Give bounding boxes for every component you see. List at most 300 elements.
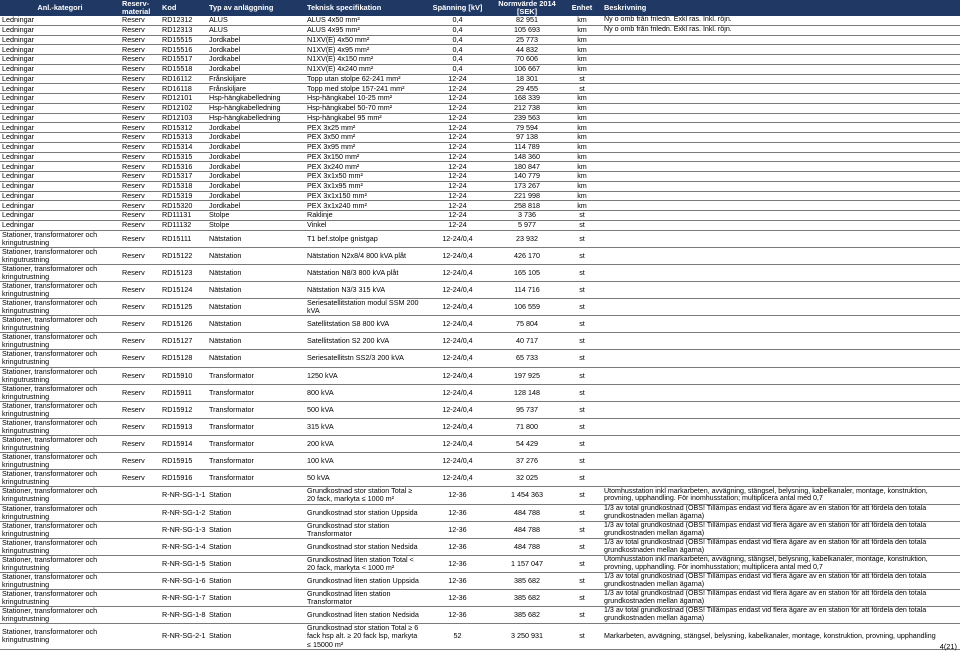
cell-code: RD15915 [160,453,207,470]
cell-voltage: 12-24 [423,133,492,143]
table-row [0,538,960,555]
cell-reserve: Reserv [120,123,160,133]
cell-spec: N1XV(E) 4x150 mm² [305,55,423,65]
cell-description [602,401,960,418]
cell-category: Stationer, transformatorer och kringutrustning [0,247,120,264]
cell-reserve: Reserv [120,418,160,435]
cell-type: Nätstation [207,333,305,350]
cell-code: RD15313 [160,133,207,143]
cell-reserve: Reserv [120,25,160,35]
table-row [0,264,960,281]
table-row [0,590,960,607]
cell-reserve: Reserv [120,35,160,45]
cell-description [602,45,960,55]
table-row [0,181,960,191]
cell-category: Stationer, transformatorer och kringutrustning [0,299,120,316]
cell-code: RD15111 [160,230,207,247]
cell-code: R-NR-SG-1-6 [160,573,207,590]
cell-unit: km [562,55,602,65]
cell-reserve [120,607,160,624]
table-row [0,103,960,113]
cell-value: 1 454 363 [492,487,562,504]
cell-category: Ledningar [0,172,120,182]
table-row [0,470,960,487]
cell-unit: km [562,133,602,143]
cell-description: Utomhusstation inkl markarbeten, avvägning, stängsel, belysning, kabelkanaler, montage, konstruktion, provning, upphandling. För inomhusstation; multiplicera antal med 0,7 [602,487,960,504]
cell-value: 484 788 [492,504,562,521]
cell-description [602,211,960,221]
cell-voltage: 12-24 [423,201,492,211]
cell-reserve: Reserv [120,470,160,487]
cell-description [602,123,960,133]
cell-category: Stationer, transformatorer och kringutrustning [0,487,120,504]
cell-value: 114 789 [492,142,562,152]
cell-reserve: Reserv [120,264,160,281]
cell-value: 212 738 [492,103,562,113]
cell-value: 65 733 [492,350,562,367]
table-row [0,113,960,123]
cell-unit: km [562,45,602,55]
cell-voltage: 12-24 [423,142,492,152]
cell-description [602,418,960,435]
cell-voltage: 12-24/0,4 [423,470,492,487]
cell-voltage: 12-24 [423,152,492,162]
cell-reserve [120,487,160,504]
table-row [0,281,960,298]
cell-spec: PEX 3x240 mm² [305,162,423,172]
cell-value: 140 779 [492,172,562,182]
cell-code: RD15315 [160,152,207,162]
header-typ-av-anlaggning: Typ av anläggning [207,0,305,16]
cell-voltage: 12-36 [423,555,492,572]
header-spanning: Spänning [kV] [423,0,492,16]
cell-code: R-NR-SG-1-8 [160,607,207,624]
cell-category: Ledningar [0,191,120,201]
cell-description: 1/3 av total grundkostnad (OBS! Tillämpas endast vid flera ägare av en station för att fördela den totala grundkostnaden mellan ägarna) [602,504,960,521]
cell-type: Transformator [207,436,305,453]
table-row [0,521,960,538]
cell-value: 426 170 [492,247,562,264]
table-row [0,299,960,316]
table-row [0,152,960,162]
cell-category: Ledningar [0,55,120,65]
cell-code: RD12102 [160,103,207,113]
cell-unit: st [562,607,602,624]
cell-description [602,94,960,104]
table-row [0,401,960,418]
cell-unit: st [562,418,602,435]
cell-spec: Nätstation N3/3 315 kVA [305,281,423,298]
header-beskrivning: Beskrivning [602,0,960,16]
cell-description: 1/3 av total grundkostnad (OBS! Tillämpas endast vid flera ägare av en station för att fördela den totala grundkostnaden mellan ägarna) [602,521,960,538]
cell-value: 70 606 [492,55,562,65]
cell-value: 128 148 [492,384,562,401]
table-row [0,142,960,152]
cell-type: ALUS [207,25,305,35]
cell-code: RD12103 [160,113,207,123]
cell-reserve: Reserv [120,436,160,453]
cell-type: Station [207,555,305,572]
cell-category: Stationer, transformatorer och kringutrustning [0,384,120,401]
cell-unit: km [562,64,602,74]
cell-type: Jordkabel [207,64,305,74]
cell-value: 40 717 [492,333,562,350]
cell-spec: Grundkostnad liten station Transformator [305,590,423,607]
cell-unit: st [562,247,602,264]
header-enhet: Enhet [562,0,602,16]
cell-description: 1/3 av total grundkostnad (OBS! Tillämpas endast vid flera ägare av en station för att fördela den totala grundkostnaden mellan ägarna) [602,538,960,555]
cell-code: RD15910 [160,367,207,384]
cell-type: Hsp-hängkabelledning [207,113,305,123]
cell-type: Station [207,504,305,521]
cell-spec: Topp med stolpe 157-241 mm² [305,84,423,94]
cell-unit: st [562,573,602,590]
cell-reserve: Reserv [120,133,160,143]
cell-value: 32 025 [492,470,562,487]
cell-unit: km [562,113,602,123]
cell-code: RD15316 [160,162,207,172]
cell-unit: st [562,333,602,350]
table-body [0,16,960,649]
cell-reserve: Reserv [120,220,160,230]
cell-code: RD15122 [160,247,207,264]
cell-description [602,350,960,367]
cell-reserve: Reserv [120,367,160,384]
cell-spec: 50 kVA [305,470,423,487]
cell-code: RD15125 [160,299,207,316]
cell-description [602,152,960,162]
cell-reserve [120,624,160,649]
table-row [0,436,960,453]
cell-reserve: Reserv [120,247,160,264]
cell-reserve: Reserv [120,211,160,221]
cell-category: Ledningar [0,94,120,104]
cell-value: 106 667 [492,64,562,74]
cell-category: Ledningar [0,211,120,221]
cell-unit: st [562,487,602,504]
cell-type: Jordkabel [207,123,305,133]
table-row [0,201,960,211]
cell-type: Hsp-hängkabelledning [207,94,305,104]
cell-code: R-NR-SG-2-1 [160,624,207,649]
cell-unit: km [562,181,602,191]
cell-unit: st [562,264,602,281]
cell-value: 484 788 [492,521,562,538]
table-row [0,25,960,35]
cell-type: Nätstation [207,230,305,247]
cell-category: Ledningar [0,123,120,133]
cell-reserve: Reserv [120,230,160,247]
cell-reserve [120,504,160,521]
cell-type: Frånskiljare [207,74,305,84]
cell-reserve: Reserv [120,152,160,162]
cell-description [602,74,960,84]
table-row [0,74,960,84]
table-row [0,162,960,172]
cell-voltage: 12-36 [423,521,492,538]
cell-voltage: 12-24 [423,103,492,113]
cell-description [602,316,960,333]
cell-type: Station [207,607,305,624]
cell-spec: Hsp-hängkabel 95 mm² [305,113,423,123]
cell-voltage: 12-24/0,4 [423,418,492,435]
cell-category: Ledningar [0,201,120,211]
cell-voltage: 12-24/0,4 [423,384,492,401]
cell-description [602,220,960,230]
cell-voltage: 12-24/0,4 [423,299,492,316]
cell-code: RD11132 [160,220,207,230]
cell-code: RD15516 [160,45,207,55]
cell-code: R-NR-SG-1-4 [160,538,207,555]
cell-description [602,453,960,470]
cell-category: Stationer, transformatorer och kringutrustning [0,555,120,572]
table-row [0,211,960,221]
cell-code: RD15128 [160,350,207,367]
cell-category: Ledningar [0,181,120,191]
cell-value: 5 977 [492,220,562,230]
cell-type: Jordkabel [207,142,305,152]
cell-reserve [120,573,160,590]
cell-voltage: 12-24 [423,162,492,172]
cell-unit: st [562,624,602,649]
table-row [0,333,960,350]
cell-type: ALUS [207,16,305,25]
cell-code: RD15123 [160,264,207,281]
cell-description: 1/3 av total grundkostnad (OBS! Tillämpas endast vid flera ägare av en station för att fördela den totala grundkostnaden mellan ägarna) [602,590,960,607]
cell-unit: km [562,123,602,133]
cell-description [602,264,960,281]
cell-unit: st [562,470,602,487]
cell-spec: ALUS 4x95 mm² [305,25,423,35]
cell-type: Jordkabel [207,55,305,65]
cell-type: Jordkabel [207,181,305,191]
cell-type: Stolpe [207,211,305,221]
cell-voltage: 12-24 [423,211,492,221]
cell-code: RD15319 [160,191,207,201]
cell-type: Transformator [207,384,305,401]
table-row [0,607,960,624]
cell-type: Nätstation [207,316,305,333]
cell-value: 75 804 [492,316,562,333]
cell-voltage: 52 [423,624,492,649]
cell-category: Stationer, transformatorer och kringutrustning [0,418,120,435]
table-row [0,191,960,201]
cell-category: Stationer, transformatorer och kringutrustning [0,607,120,624]
table-row [0,555,960,572]
cell-category: Stationer, transformatorer och kringutrustning [0,538,120,555]
table-row [0,16,960,25]
cell-voltage: 12-24/0,4 [423,350,492,367]
cell-category: Ledningar [0,45,120,55]
cell-value: 25 773 [492,35,562,45]
cell-reserve: Reserv [120,55,160,65]
cell-spec: Nätstation N8/3 800 kVA plåt [305,264,423,281]
cell-code: RD15314 [160,142,207,152]
cell-reserve: Reserv [120,299,160,316]
cell-category: Ledningar [0,162,120,172]
cell-value: 23 932 [492,230,562,247]
cell-spec: Hsp-hängkabel 50-70 mm² [305,103,423,113]
cell-voltage: 12-24 [423,220,492,230]
cell-description [602,113,960,123]
cell-spec: Grundkostnad liten station Nedsida [305,607,423,624]
cell-category: Ledningar [0,152,120,162]
cell-unit: st [562,401,602,418]
cell-spec: Grundkostnad stor station Nedsida [305,538,423,555]
cell-reserve: Reserv [120,191,160,201]
cell-reserve: Reserv [120,401,160,418]
cell-voltage: 12-24 [423,123,492,133]
cell-type: Jordkabel [207,35,305,45]
cell-reserve: Reserv [120,103,160,113]
cell-spec: PEX 3x95 mm² [305,142,423,152]
cell-category: Stationer, transformatorer och kringutrustning [0,316,120,333]
cell-value: 385 682 [492,590,562,607]
cell-value: 239 563 [492,113,562,123]
cell-unit: km [562,25,602,35]
cell-spec: Grundkostnad stor station Transformator [305,521,423,538]
cell-type: Nätstation [207,350,305,367]
table-row [0,123,960,133]
cell-unit: st [562,220,602,230]
cell-reserve: Reserv [120,181,160,191]
cell-unit: st [562,211,602,221]
cell-value: 37 276 [492,453,562,470]
cell-code: RD15518 [160,64,207,74]
cell-spec: N1XV(E) 4x95 mm² [305,45,423,55]
cell-value: 44 832 [492,45,562,55]
cell-type: Station [207,590,305,607]
cell-voltage: 12-24/0,4 [423,333,492,350]
cell-reserve [120,555,160,572]
cell-code: RD16118 [160,84,207,94]
cell-reserve [120,521,160,538]
cell-category: Ledningar [0,142,120,152]
cell-description [602,247,960,264]
cell-reserve: Reserv [120,281,160,298]
cell-spec: PEX 3x1x50 mm² [305,172,423,182]
cell-spec: Topp utan stolpe 62-241 mm² [305,74,423,84]
cell-reserve: Reserv [120,84,160,94]
cell-spec: 100 kVA [305,453,423,470]
cell-type: Station [207,487,305,504]
header-teknisk-specifikation: Teknisk specifikation [305,0,423,16]
cell-type: Jordkabel [207,133,305,143]
cell-unit: st [562,521,602,538]
cell-description [602,35,960,45]
cell-voltage: 12-36 [423,487,492,504]
table-row [0,573,960,590]
cell-category: Stationer, transformatorer och kringutrustning [0,401,120,418]
cell-type: Transformator [207,418,305,435]
cell-reserve: Reserv [120,142,160,152]
cell-value: 106 559 [492,299,562,316]
cell-category: Stationer, transformatorer och kringutrustning [0,367,120,384]
cell-description [602,103,960,113]
cell-reserve: Reserv [120,172,160,182]
cell-reserve: Reserv [120,384,160,401]
cell-voltage: 0,4 [423,64,492,74]
cell-unit: st [562,350,602,367]
header-reservmaterial: Reserv-material [120,0,160,16]
cell-spec: Satellitstation S8 800 kVA [305,316,423,333]
cell-voltage: 12-24/0,4 [423,453,492,470]
cell-voltage: 12-36 [423,607,492,624]
cell-description [602,230,960,247]
cell-description [602,281,960,298]
cell-description: Markarbeten, avvägning, stängsel, belysning, kabelkanaler, montage, konstruktion, provning, upphandling [602,624,960,649]
cell-type: Transformator [207,453,305,470]
cell-code: RD15912 [160,401,207,418]
cell-value: 79 594 [492,123,562,133]
cell-code: RD15124 [160,281,207,298]
cell-description [602,162,960,172]
cell-voltage: 0,4 [423,55,492,65]
cell-spec: PEX 3x1x95 mm² [305,181,423,191]
cell-reserve: Reserv [120,316,160,333]
table-row [0,384,960,401]
cell-spec: N1XV(E) 4x50 mm² [305,35,423,45]
cell-value: 168 339 [492,94,562,104]
cell-category: Ledningar [0,74,120,84]
cell-voltage: 12-24 [423,74,492,84]
cell-description [602,470,960,487]
cell-type: Transformator [207,401,305,418]
cell-category: Stationer, transformatorer och kringutrustning [0,573,120,590]
cell-voltage: 12-24 [423,172,492,182]
cell-spec: Seriesatellitstn SS2/3 200 kVA [305,350,423,367]
cell-spec: Grundkostnad liten station Uppsida [305,573,423,590]
cell-value: 180 847 [492,162,562,172]
table-row [0,45,960,55]
cell-unit: km [562,201,602,211]
cell-spec: Hsp-hängkabel 10-25 mm² [305,94,423,104]
cell-spec: ALUS 4x50 mm² [305,16,423,25]
cell-type: Transformator [207,367,305,384]
cell-spec: Grundkostnad liten station Total < 20 fack, markyta < 1000 m² [305,555,423,572]
cell-code: RD15320 [160,201,207,211]
cell-value: 3 250 931 [492,624,562,649]
cell-description: Ny o omb från friledn. Exkl ras. Inkl. röjn. [602,25,960,35]
cell-value: 95 737 [492,401,562,418]
table-row [0,64,960,74]
cell-description [602,64,960,74]
cell-voltage: 12-24 [423,181,492,191]
cell-unit: km [562,103,602,113]
cell-code: R-NR-SG-1-3 [160,521,207,538]
cell-description [602,133,960,143]
cell-voltage: 12-24/0,4 [423,367,492,384]
cell-description [602,201,960,211]
cell-description [602,55,960,65]
cell-category: Ledningar [0,103,120,113]
cell-unit: st [562,590,602,607]
cell-voltage: 12-24/0,4 [423,436,492,453]
cell-category: Stationer, transformatorer och kringutrustning [0,521,120,538]
table-row [0,504,960,521]
table-row [0,418,960,435]
cell-spec: PEX 3x150 mm² [305,152,423,162]
cell-type: Nätstation [207,299,305,316]
cell-type: Jordkabel [207,45,305,55]
cell-spec: Grundkostnad stor station Total ≥ 6 fack hsp alt. ≥ 20 fack lsp, markyta ≤ 15000 m² [305,624,423,649]
cell-type: Station [207,624,305,649]
cell-description [602,299,960,316]
cell-description [602,333,960,350]
table-row [0,55,960,65]
cell-voltage: 12-36 [423,573,492,590]
cell-voltage: 12-24/0,4 [423,230,492,247]
